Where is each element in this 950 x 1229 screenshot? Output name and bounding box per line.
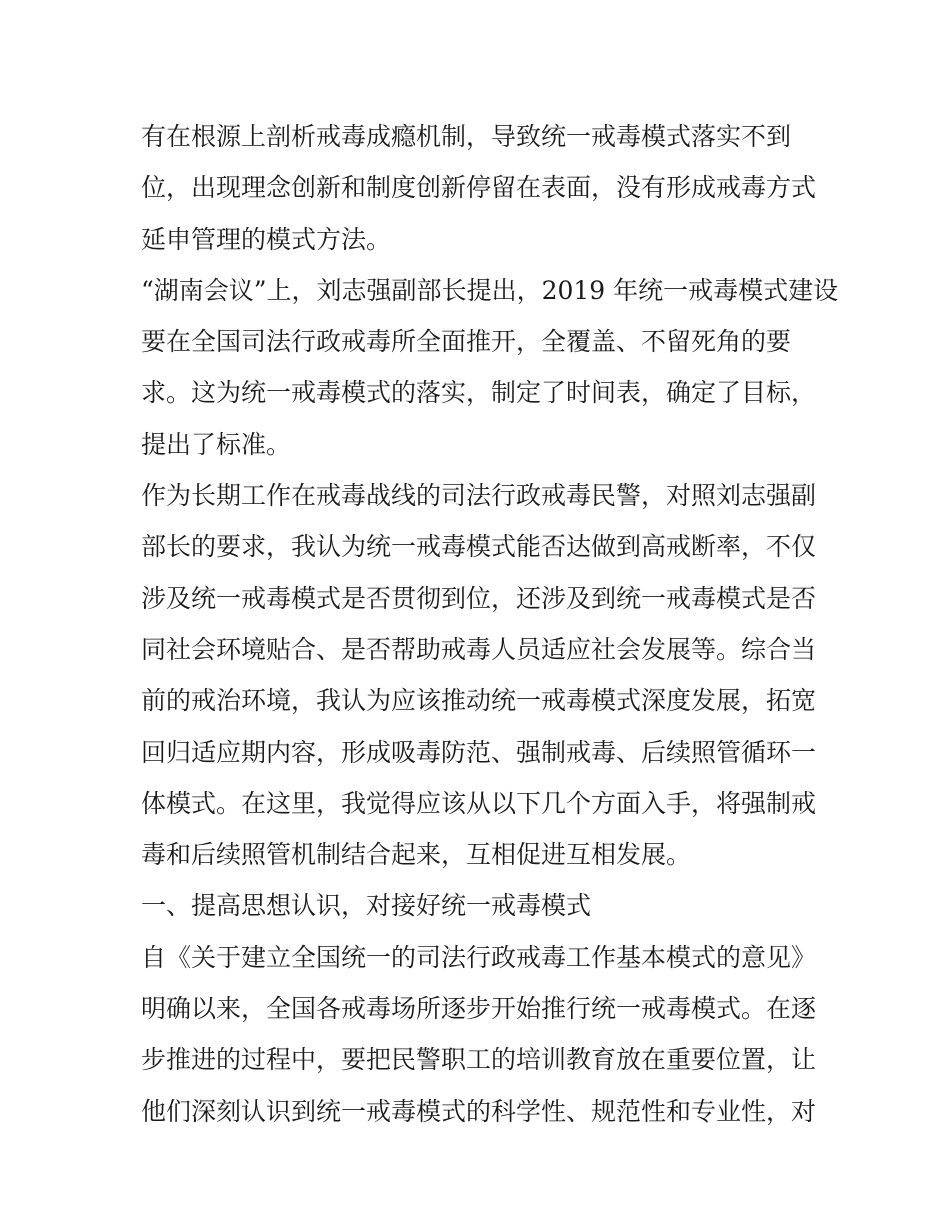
text-line: 明确以来，全国各戒毒场所逐步开始推行统一戒毒模式。在逐 [141, 994, 817, 1024]
text-line: 前的戒治环境，我认为应该推动统一戒毒模式深度发展，拓宽 [141, 686, 817, 716]
text-line: 同社会环境贴合、是否帮助戒毒人员适应社会发展等。综合当 [141, 634, 817, 664]
text-line: 回归适应期内容，形成吸毒防范、强制戒毒、后续照管循环一 [141, 737, 817, 767]
text-line: 作为长期工作在戒毒战线的司法行政戒毒民警，对照刘志强副 [141, 481, 817, 511]
text-line: 提出了标准。 [141, 429, 292, 459]
text-line: 涉及统一戒毒模式是否贯彻到位，还涉及到统一戒毒模式是否 [141, 583, 817, 613]
text-line: 步推进的过程中，要把民警职工的培训教育放在重要位置，让 [141, 1045, 817, 1075]
text-line: “湖南会议”上，刘志强副部长提出，2019 年统一戒毒模式建设 [141, 275, 839, 305]
text-line: 求。这为统一戒毒模式的落实，制定了时间表，确定了目标， [141, 378, 817, 408]
body-text [141, 111, 839, 1137]
text-line: 体模式。在这里，我觉得应该从以下几个方面入手，将强制戒 [141, 788, 817, 818]
text-line: 有在根源上剖析戒毒成瘾机制，导致统一戒毒模式落实不到 [141, 122, 792, 151]
text-line: 位，出现理念创新和制度创新停留在表面，没有形成戒毒方式 [141, 173, 817, 203]
text-line: 部长的要求，我认为统一戒毒模式能否达做到高戒断率，不仅 [141, 532, 817, 562]
section-heading: 一、提高思想认识，对接好统一戒毒模式 [141, 891, 592, 921]
text-line: 毒和后续照管机制结合起来，互相促进互相发展。 [141, 840, 692, 870]
text-line: 自《关于建立全国统一的司法行政戒毒工作基本模式的意见》 [141, 942, 817, 972]
text-line: 他们深刻认识到统一戒毒模式的科学性、规范性和专业性，对 [141, 1096, 817, 1126]
text-line: 延申管理的模式方法。 [141, 224, 392, 254]
text-line: 要在全国司法行政戒毒所全面推开，全覆盖、不留死角的要 [141, 327, 792, 357]
